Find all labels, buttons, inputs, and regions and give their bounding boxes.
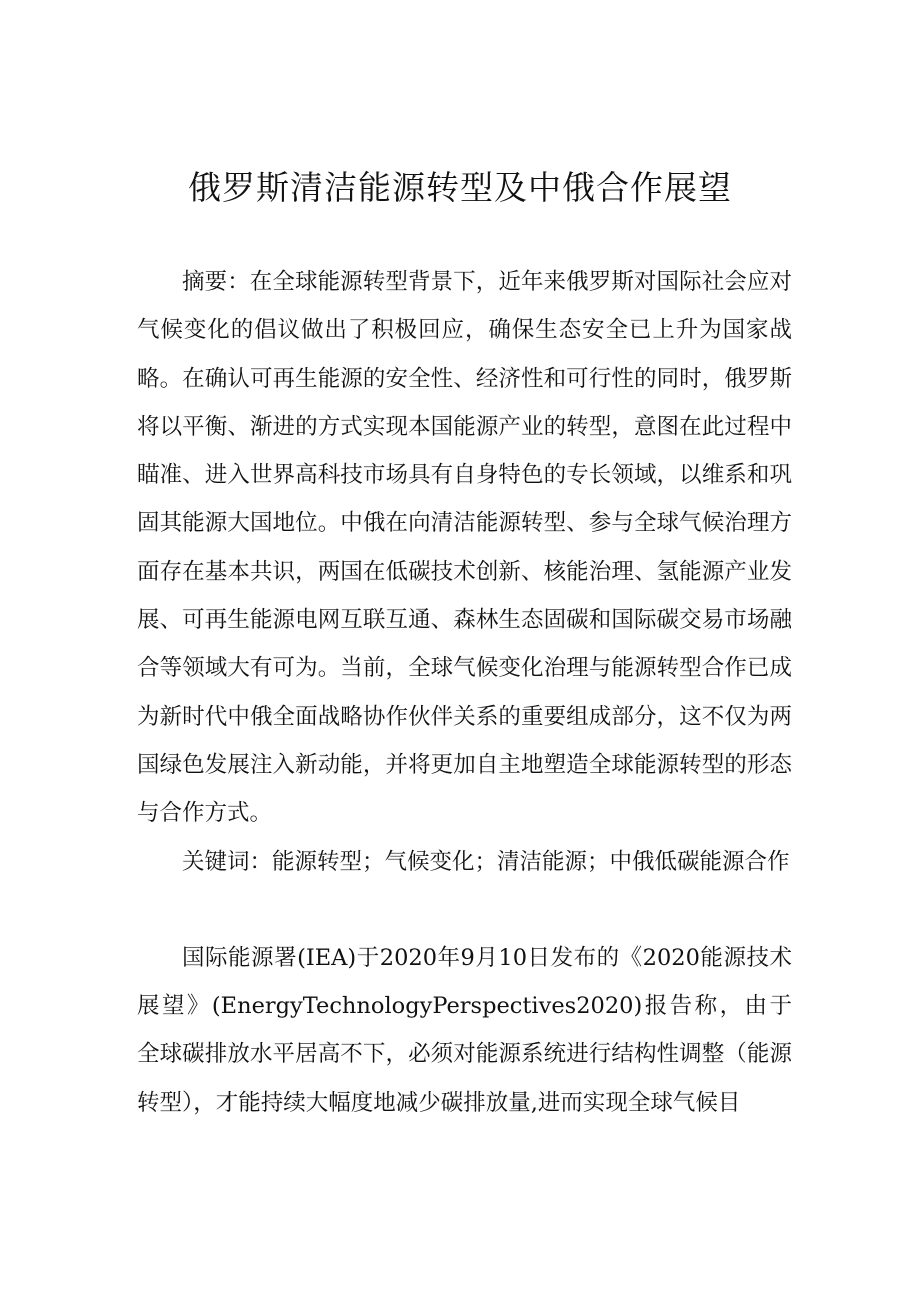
intro-paragraph: 国际能源署(IEA)于2020年9月10日发布的《2020能源技术展望》(EnergyTechnologyPerspectives2020)报告称，由于全球碳排放水平居高不下，必须对能源系统进行结构性调整（能源转型），才能持续大幅度地减少碳排放量,进而实现全球气候目: [137, 944, 792, 1116]
document-body: [137, 258, 792, 1127]
paragraph-gap: [137, 886, 792, 934]
document-title: 俄罗斯清洁能源转型及中俄合作展望: [188, 168, 732, 207]
abstract-paragraph: 摘要：在全球能源转型背景下，近年来俄罗斯对国际社会应对气候变化的倡议做出了积极回应，确保生态安全已上升为国家战略。在确认可再生能源的安全性、经济性和可行性的同时，俄罗斯将以平衡、渐进的方式实现本国能源产业的转型，意图在此过程中瞄准、进入世界高科技市场具有自身特色的专长领域，以维系和巩固其能源大国地位。中俄在向清洁能源转型、参与全球气候治理方面存在基本共识，两国在低碳技术创新、核能治理、氢能源产业发展、可再生能源电网互联互通、森林生态固碳和国际碳交易市场融合等领域大有可为。当前，全球气候变化治理与能源转型合作已成为新时代中俄全面战略协作伙伴关系的重要组成部分，这不仅为两国绿色发展注入新动能，并将更加自主地塑造全球能源转型的形态与合作方式。: [137, 269, 792, 827]
keywords-paragraph: 关键词：能源转型；气候变化；清洁能源；中俄低碳能源合作: [182, 848, 790, 875]
